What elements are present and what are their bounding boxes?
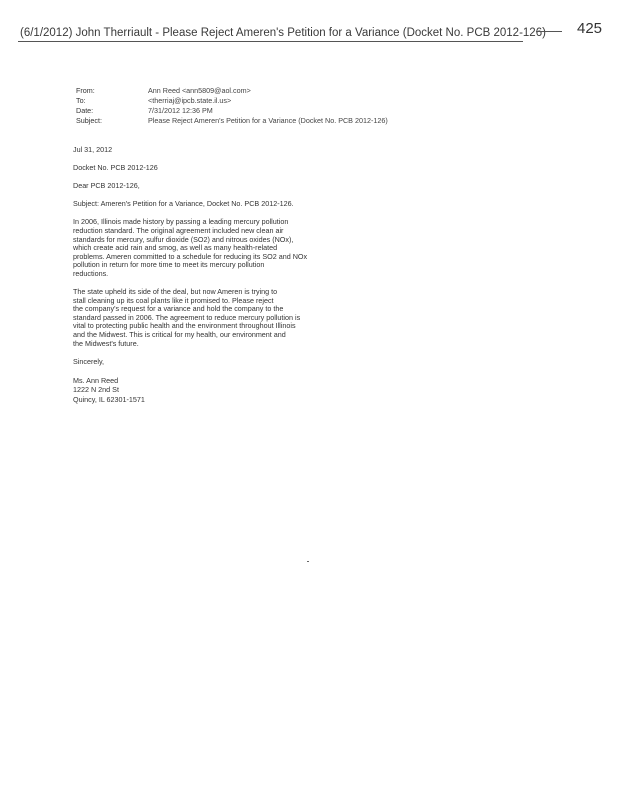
meta-from-label: From: (76, 86, 95, 95)
letter-date: Jul 31, 2012 (73, 145, 113, 154)
meta-subject-value: Please Reject Ameren's Petition for a Variance (Docket No. PCB 2012-126) (148, 116, 388, 125)
paragraph-line: problems. Ameren committed to a schedule for reducing its SO2 and NOx (73, 251, 308, 261)
meta-date-label: Date: (76, 106, 94, 115)
letter-body (73, 146, 343, 405)
meta-from-value: Ann Reed <ann5809@aol.com> (148, 86, 251, 95)
scan-speck (307, 561, 309, 562)
signature-name: Ms. Ann Reed (73, 375, 119, 385)
paragraph-line: which create acid rain and smog, as well as many health-related (73, 243, 278, 253)
meta-from-row (76, 86, 388, 96)
signature-street: 1222 N 2nd St (73, 385, 119, 395)
signature-city: Quincy, IL 62301-1571 (73, 394, 145, 404)
paragraph-line: In 2006, Illinois made history by passing a leading mercury pollution (73, 217, 289, 227)
paragraph-line: standards for mercury, sulfur dioxide (SO2) and nitrous oxides (NOx), (73, 234, 294, 244)
letter-paragraph-2 (73, 288, 343, 348)
letter-closing: Sincerely, (73, 356, 105, 366)
paragraph-line: standard passed in 2006. The agreement to reduce mercury pollution is (73, 312, 301, 322)
signature-block (73, 376, 343, 405)
letter-docket: Docket No. PCB 2012-126 (73, 163, 158, 173)
paragraph-line: stall cleaning up its coal plants like it promised to. Please reject (73, 295, 274, 305)
meta-to-row (76, 96, 388, 106)
meta-subject-row (76, 116, 388, 126)
letter-subject-line: Subject: Ameren's Petition for a Variance, Docket No. PCB 2012-126. (73, 199, 294, 209)
meta-date-row (76, 106, 388, 116)
meta-date-value: 7/31/2012 12:36 PM (148, 106, 213, 115)
paragraph-line: reduction standard. The original agreement included new clean air (73, 225, 284, 235)
letter-salutation: Dear PCB 2012-126, (73, 181, 140, 191)
meta-to-value: <therriaj@ipcb.state.il.us> (148, 96, 232, 105)
paragraph-line: reductions. (73, 268, 109, 278)
header-dash (503, 41, 523, 42)
paragraph-line: the Midwest's future. (73, 338, 139, 348)
letter-paragraph-1 (73, 218, 343, 278)
header-underline (18, 41, 523, 42)
page-number: 425 (577, 20, 603, 37)
meta-to-label: To: (76, 96, 86, 105)
paragraph-line: pollution in return for more time to meet its mercury pollution (73, 260, 265, 270)
header-dash (536, 31, 562, 32)
paragraph-line: and the Midwest. This is critical for my health, our environment and (73, 330, 286, 339)
paragraph-line: the company's request for a variance and hold the company to the (73, 304, 284, 314)
paragraph-line: The state upheld its side of the deal, but now Ameren is trying to (73, 287, 278, 297)
email-meta-block (76, 86, 388, 126)
document-header-title: (6/1/2012) John Therriault - Please Reject Ameren's Petition for a Variance (Docket No. PCB 2012-126) (20, 27, 546, 39)
paragraph-line: vital to protecting public health and the environment throughout Illinois (73, 321, 296, 331)
meta-subject-label: Subject: (76, 116, 102, 125)
